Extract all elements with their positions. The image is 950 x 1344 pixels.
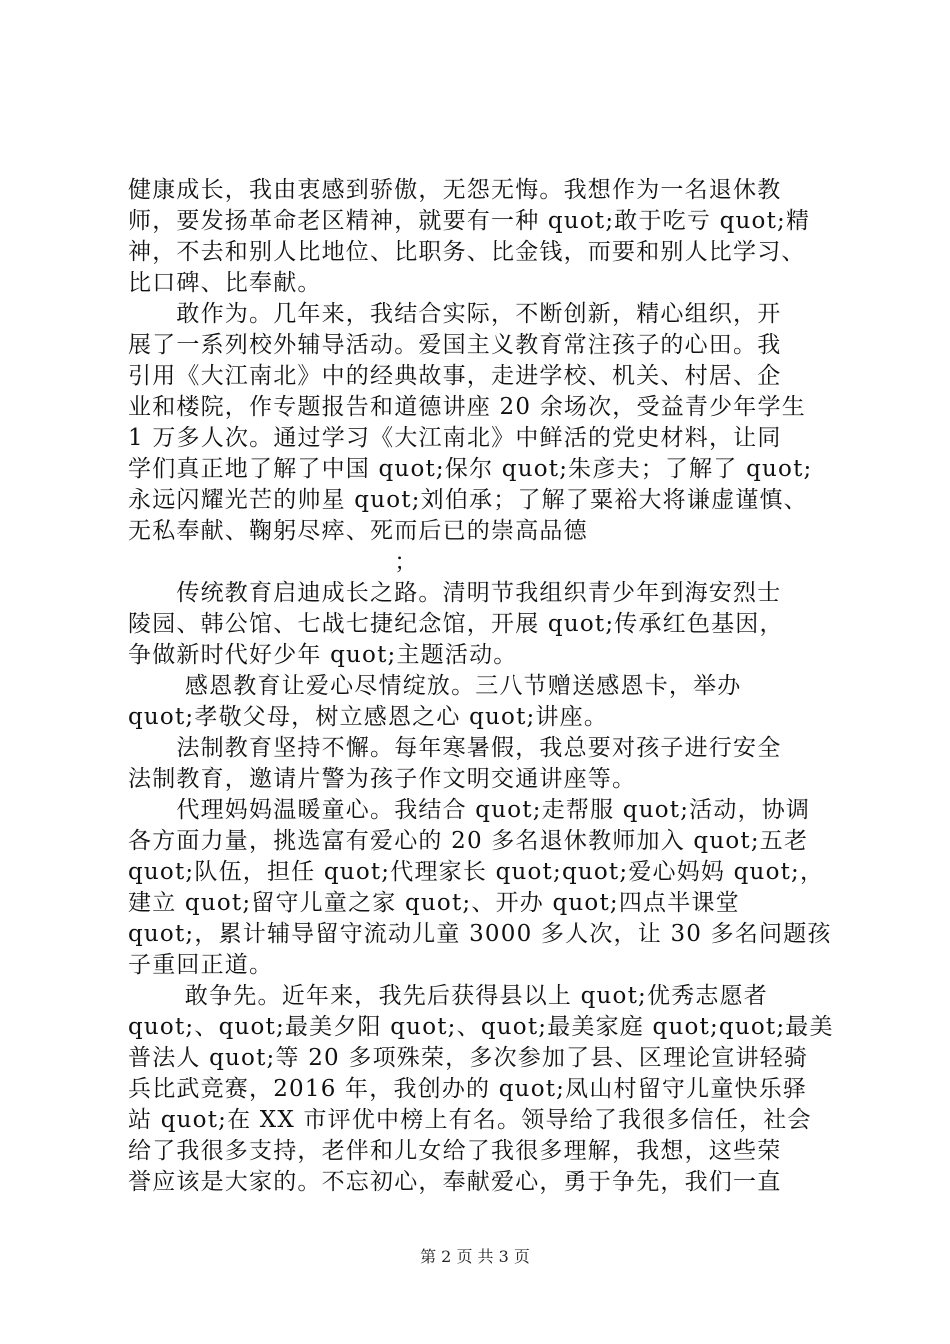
text-line: 师，要发扬革命老区精神，就要有一种 quot;敢于吃亏 quot;精 [128,208,811,234]
text-line: 站 quot;在 XX 市评优中榜上有名。领导给了我很多信任，社会 [128,1107,812,1133]
text-line: 誉应该是大家的。不忘初心，奉献爱心，勇于争先，我们一直 [128,1169,782,1195]
text-line: 给了我很多支持，老伴和儿女给了我很多理解，我想，这些荣 [128,1138,782,1164]
text-line: 敢争先。近年来，我先后获得县以上 quot;优秀志愿者 [128,983,768,1009]
text-line: 各方面力量，挑选富有爱心的 20 多名退休教师加入 quot;五老 [128,828,809,854]
text-line: 引用《大江南北》中的经典故事，走进学校、机关、村居、企 [128,363,782,389]
text-line: 法制教育坚持不懈。每年寒暑假，我总要对孩子进行安全 [128,735,782,761]
text-line: 感恩教育让爱心尽情绽放。三八节赠送感恩卡，举办 [128,673,742,699]
text-line: 学们真正地了解了中国 quot;保尔 quot;朱彦夫；了解了 quot; [128,456,813,482]
text-line: 陵园、韩公馆、七战七捷纪念馆，开展 quot;传承红色基因， [128,611,784,637]
text-line: 比口碑、比奉献。 [128,270,322,296]
text-line: 法制教育，邀请片警为孩子作文明交通讲座等。 [128,766,637,792]
text-line: quot;队伍，担任 quot;代理家长 quot;quot;爱心妈妈 quot;， [128,859,825,885]
text-line: 敢作为。几年来，我结合实际，不断创新，精心组织，开 [128,301,782,327]
text-line: 展了一系列校外辅导活动。爱国主义教育常注孩子的心田。我 [128,332,782,358]
text-line: 业和楼院，作专题报告和道德讲座 20 余场次，受益青少年学生 [128,394,806,420]
text-line: 兵比武竞赛，2016 年，我创办的 quot;凤山村留守儿童快乐驿 [128,1076,808,1102]
text-line: 无私奉献、鞠躬尽瘁、死而后已的崇高品德 [128,518,588,544]
text-line: 神，不去和别人比地位、比职务、比金钱，而要和别人比学习、 [128,239,806,265]
text-line: 传统教育启迪成长之路。清明节我组织青少年到海安烈士 [128,580,782,606]
text-line: ； [128,549,419,575]
text-line: 建立 quot;留守儿童之家 quot;、开办 quot;四点半课堂 [128,890,740,916]
text-line: 永远闪耀光芒的帅星 quot;刘伯承；了解了粟裕大将谦虚谨慎、 [128,487,808,513]
text-line: 争做新时代好少年 quot;主题活动。 [128,642,518,668]
text-line: 健康成长，我由衷感到骄傲，无怨无悔。我想作为一名退休教 [128,177,782,203]
text-line: quot;、quot;最美夕阳 quot;、quot;最美家庭 quot;quot;最美 [128,1014,834,1040]
text-line: 子重回正道。 [128,952,274,978]
text-line: quot;，累计辅导留守流动儿童 3000 多人次，让 30 多名问题孩 [128,921,832,947]
page-footer: 第 2 页 共 3 页 [420,1247,530,1266]
text-line: 普法人 quot;等 20 多项殊荣，多次参加了县、区理论宣讲轻骑 [128,1045,809,1071]
text-line: 代理妈妈温暖童心。我结合 quot;走帮服 quot;活动，协调 [128,797,811,823]
text-line: quot;孝敬父母，树立感恩之心 quot;讲座。 [128,704,609,730]
text-line: 1 万多人次。通过学习《大江南北》中鲜活的党史材料，让同 [128,425,782,451]
